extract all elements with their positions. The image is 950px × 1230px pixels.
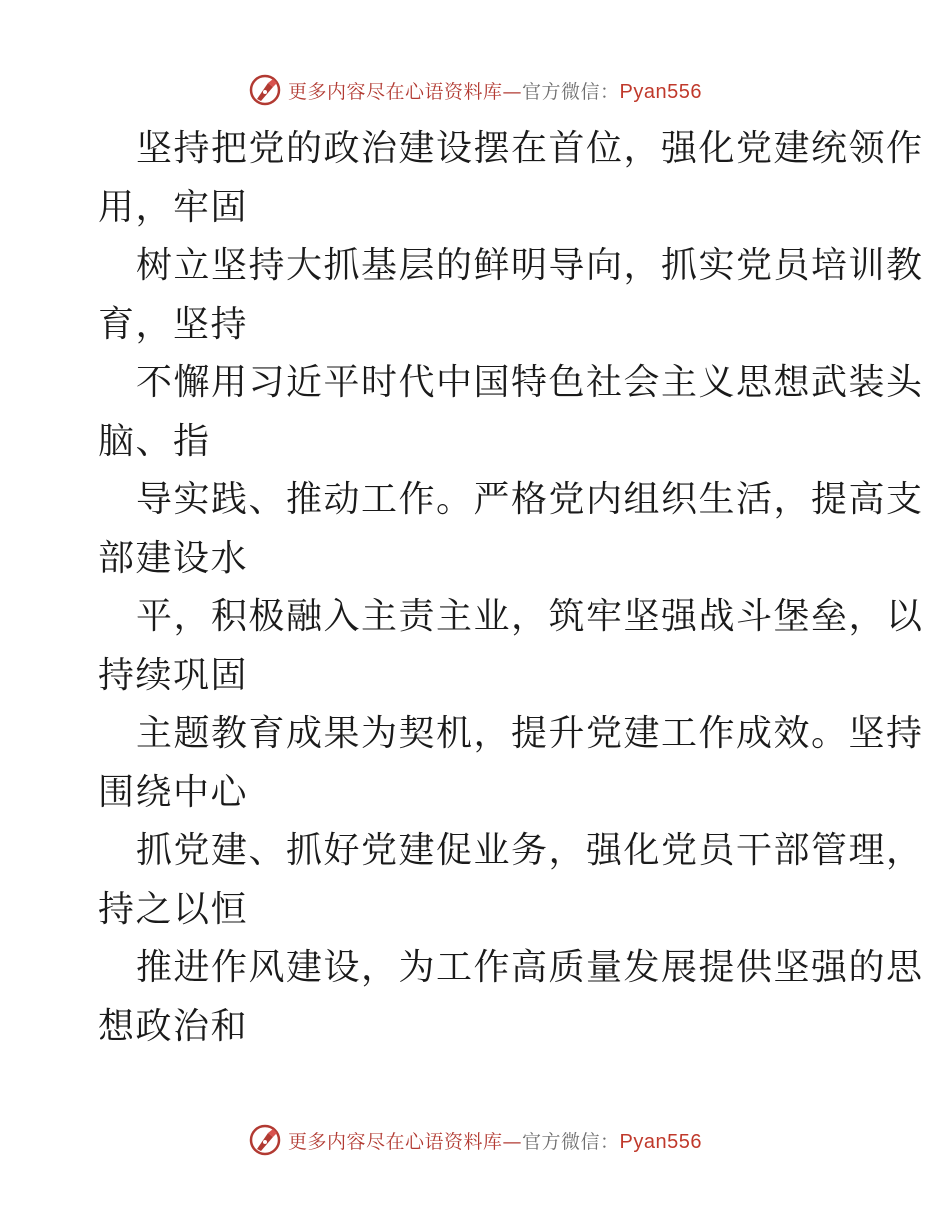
paragraph-line: 用，牢固 [98, 186, 249, 228]
paragraph-line: 持之以恒 [98, 888, 249, 930]
header-banner-text [288, 77, 702, 104]
header-banner-content [248, 73, 702, 107]
pen-nib-logo-icon [248, 1123, 282, 1157]
paragraph-line: 导实践、推动工作。严格党内组织生活，提高支 [136, 479, 924, 520]
paragraph-line: 坚持把党的政治建设摆在首位，强化党建统领作 [136, 128, 924, 169]
header-wechat-id: Pyan556 [619, 80, 702, 103]
paragraph-line: 推进作风建设，为工作高质量发展提供坚强的思 [136, 947, 924, 988]
paragraph-line: 育，坚持 [98, 303, 249, 345]
paragraph-line: 脑、指 [98, 420, 211, 462]
paragraph-line: 主题教育成果为契机，提升党建工作成效。坚持 [136, 713, 924, 754]
document-body [98, 120, 924, 1056]
footer-banner-text [288, 1127, 702, 1154]
footer-dash: — [502, 1130, 523, 1153]
footer-wechat-label: 官方微信： [522, 1130, 620, 1153]
header-banner [0, 70, 950, 110]
footer-site-text: 更多内容尽在心语资料库 [288, 1130, 503, 1153]
pen-nib-logo-icon [248, 73, 282, 107]
paragraph-line: 持续巩固 [98, 654, 249, 696]
paragraph-line: 平，积极融入主责主业，筑牢坚强战斗堡垒，以 [136, 596, 924, 637]
header-wechat-label: 官方微信： [522, 80, 620, 103]
paragraph-line: 围绕中心 [98, 771, 249, 813]
header-dash: — [502, 80, 523, 103]
footer-banner-content [248, 1123, 702, 1157]
paragraph-line: 抓党建、抓好党建促业务，强化党员干部管理， [136, 830, 924, 871]
paragraph-line: 部建设水 [98, 537, 249, 579]
footer-wechat-id: Pyan556 [619, 1130, 702, 1153]
header-site-text: 更多内容尽在心语资料库 [288, 80, 503, 103]
footer-banner [0, 1120, 950, 1160]
paragraph-line: 不懈用习近平时代中国特色社会主义思想武装头 [136, 362, 924, 403]
paragraph-line: 想政治和 [98, 1005, 249, 1047]
paragraph-line: 树立坚持大抓基层的鲜明导向，抓实党员培训教 [136, 245, 924, 286]
